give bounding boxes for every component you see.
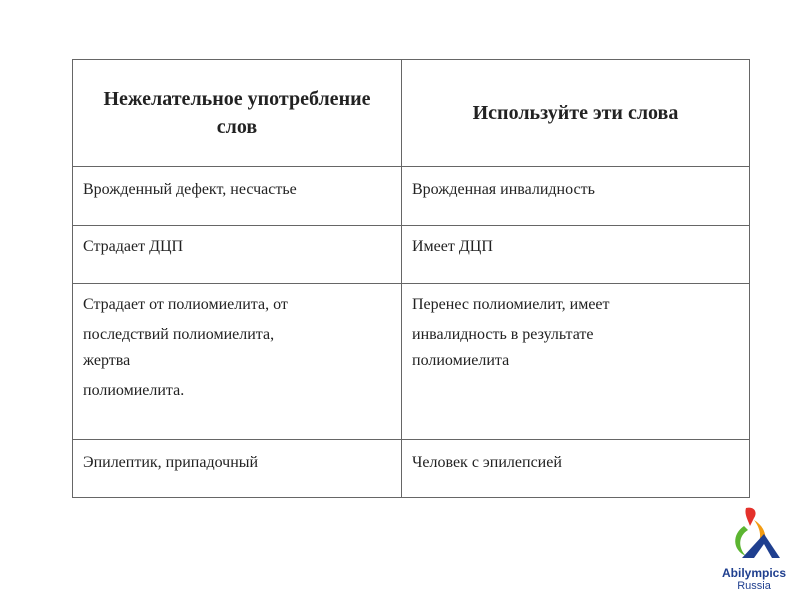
avoid-cell xyxy=(73,167,402,226)
emblem-red-stroke xyxy=(745,508,755,526)
use-text: Имеет ДЦП xyxy=(412,238,493,255)
avoid-text-line: последствий полиомиелита, xyxy=(83,326,275,343)
use-text: Человек с эпилепсией xyxy=(412,454,562,471)
avoid-text: Страдает ДЦП xyxy=(83,238,184,255)
avoid-text-line: Страдает от полиомиелита, от xyxy=(83,296,288,313)
avoid-text: Эпилептик, припадочный xyxy=(83,454,259,471)
avoid-text: Врожденный дефект, несчастье xyxy=(83,181,297,198)
logo-brand-text: Abilympics xyxy=(721,566,787,580)
avoid-cell xyxy=(73,226,402,284)
table-row xyxy=(73,440,750,498)
use-text-line: полиомиелита xyxy=(412,352,510,369)
table-row xyxy=(73,226,750,284)
avoid-cell xyxy=(73,284,402,440)
use-cell xyxy=(402,440,750,498)
use-cell xyxy=(402,226,750,284)
use-text-line: инвалидность в результате xyxy=(412,326,594,343)
use-text: Врожденная инвалидность xyxy=(412,181,595,198)
header-undesirable-words: Нежелательное употребление слов xyxy=(73,60,402,167)
abilympics-logo xyxy=(712,504,796,598)
table-row xyxy=(73,167,750,226)
abilympics-emblem-icon xyxy=(724,504,784,564)
table-row xyxy=(73,284,750,440)
use-cell xyxy=(402,284,750,440)
wording-table xyxy=(72,59,750,498)
use-text-line: Перенес полиомиелит, имеет xyxy=(412,296,610,313)
avoid-text-line: жертва xyxy=(83,352,131,369)
avoid-text-line: полиомиелита. xyxy=(83,382,185,399)
logo-country-text: Russia xyxy=(737,580,771,592)
emblem-green-stroke xyxy=(735,526,748,556)
header-row xyxy=(73,60,750,167)
use-cell xyxy=(402,167,750,226)
header-use-these-words: Используйте эти слова xyxy=(402,60,750,167)
avoid-cell xyxy=(73,440,402,498)
